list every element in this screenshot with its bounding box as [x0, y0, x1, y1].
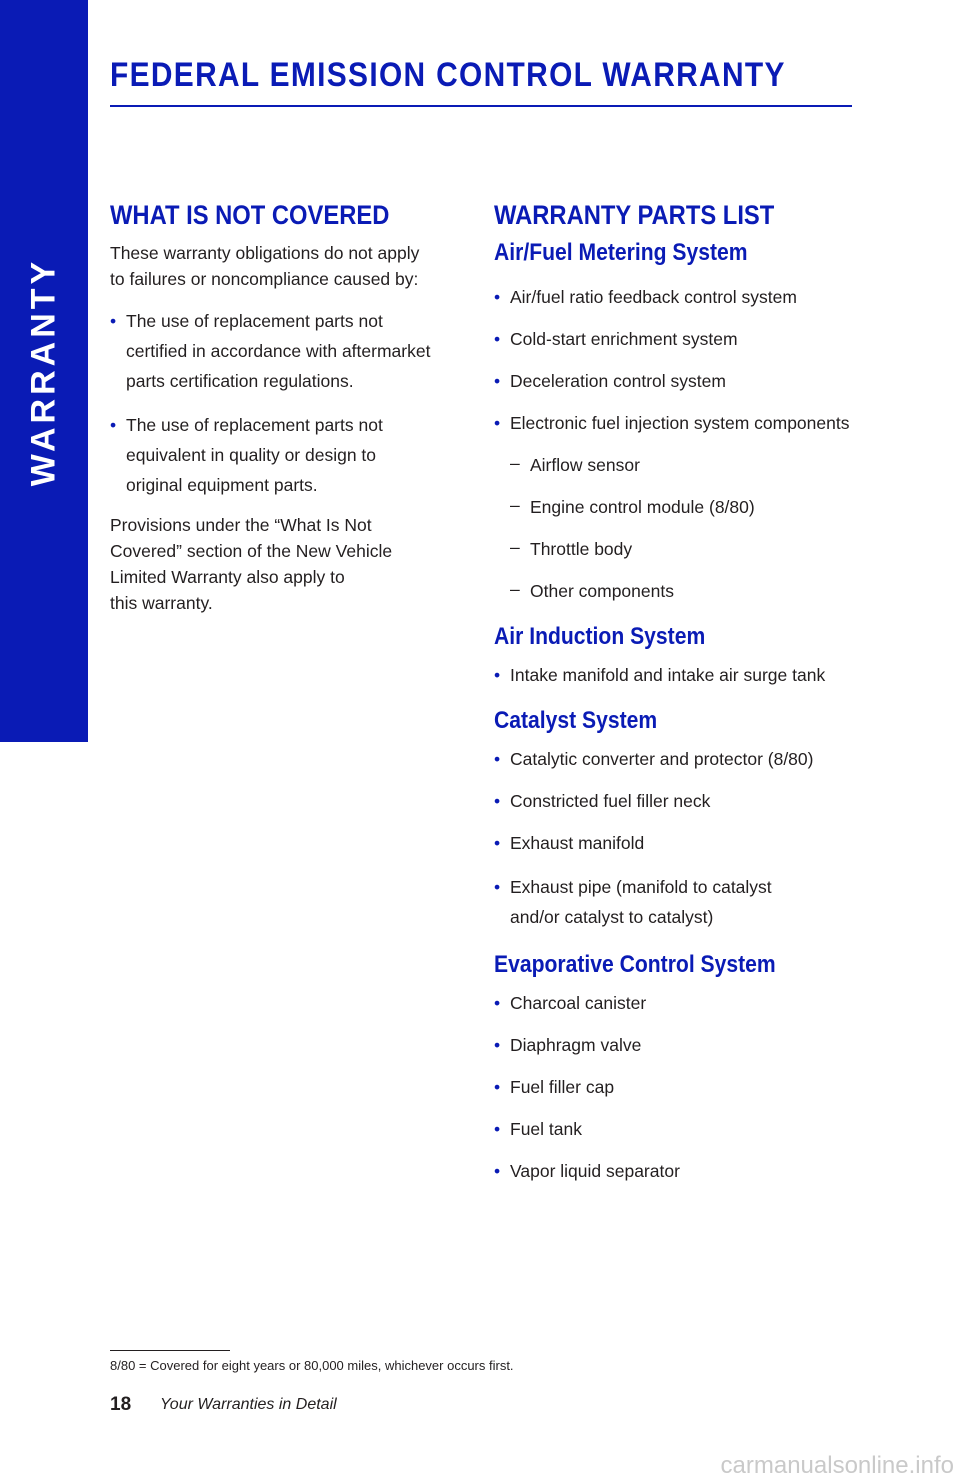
bullet-icon: •	[110, 415, 117, 435]
list-item	[494, 1158, 874, 1184]
intro-line: to failures or noncompliance caused by:	[110, 269, 419, 289]
list-item-line: parts certification regulations.	[126, 371, 354, 391]
parts-list-heading: WARRANTY PARTS LIST	[494, 200, 775, 230]
list-item	[494, 410, 874, 436]
list-item	[494, 830, 874, 856]
intro-line: These warranty obligations do not apply	[110, 243, 420, 263]
list-item-line: Charcoal canister	[510, 993, 647, 1013]
bullet-icon: •	[494, 413, 501, 433]
provisions-line: Covered” section of the New Vehicle	[110, 541, 393, 561]
list-item	[110, 410, 450, 500]
provisions-line: Limited Warranty also apply to	[110, 567, 345, 587]
sub-list-item-text: Airflow sensor	[530, 455, 640, 475]
list-item-line: Diaphragm valve	[510, 1035, 642, 1055]
bullet-icon: •	[494, 791, 501, 811]
bullet-icon: •	[494, 749, 501, 769]
parts-section-evaporative	[494, 950, 874, 1184]
not-covered-intro	[110, 240, 450, 292]
dash-icon: –	[510, 579, 520, 599]
bullet-icon: •	[494, 1077, 501, 1097]
page-number: 18	[110, 1394, 132, 1415]
dash-icon: –	[510, 537, 520, 557]
side-tab	[0, 0, 88, 742]
dash-icon: –	[510, 453, 520, 473]
list-item	[494, 746, 874, 772]
page-title: FEDERAL EMISSION CONTROL WARRANTY	[110, 56, 786, 94]
section-title: Air Induction System	[494, 623, 706, 650]
bullet-icon: •	[494, 371, 501, 391]
watermark: carmanualsonline.info	[720, 1452, 954, 1479]
list-item-line: Fuel tank	[510, 1119, 582, 1139]
parts-list	[494, 284, 874, 436]
section-title: Evaporative Control System	[494, 951, 776, 978]
list-item-line: Vapor liquid separator	[510, 1161, 680, 1181]
sub-list-item-text: Engine control module (8/80)	[530, 497, 755, 517]
parts-list	[494, 990, 874, 1184]
list-item-line: Exhaust pipe (manifold to catalyst	[510, 877, 772, 897]
parts-section-air-induction	[494, 622, 874, 688]
bullet-icon: •	[494, 877, 501, 897]
list-item-line: Electronic fuel injection system components	[510, 413, 850, 433]
list-item-line: Deceleration control system	[510, 371, 726, 391]
side-tab-label: WARRANTY	[24, 257, 63, 487]
not-covered-heading: WHAT IS NOT COVERED	[110, 200, 390, 230]
list-item-line: Constricted fuel filler neck	[510, 791, 711, 811]
bullet-icon: •	[494, 1119, 501, 1139]
list-item	[494, 1074, 874, 1100]
parts-section-catalyst	[494, 706, 874, 932]
not-covered-column	[110, 198, 450, 616]
bullet-icon: •	[494, 833, 501, 853]
list-item	[494, 1032, 874, 1058]
sub-list-item	[510, 494, 874, 520]
list-item-line: The use of replacement parts not	[126, 311, 383, 331]
provisions-line: Provisions under the “What Is Not	[110, 515, 372, 535]
list-item-line: original equipment parts.	[126, 475, 318, 495]
footnote-divider	[110, 1350, 230, 1351]
not-covered-list	[110, 306, 450, 500]
list-item-line: Air/fuel ratio feedback control system	[510, 287, 797, 307]
list-item	[494, 872, 874, 932]
list-item	[494, 326, 874, 352]
sub-list-item	[510, 452, 874, 478]
sub-list-item-text: Throttle body	[530, 539, 633, 559]
parts-list	[494, 662, 874, 688]
list-item-line: certified in accordance with aftermarket	[126, 341, 431, 361]
section-title: Air/Fuel Metering System	[494, 239, 748, 266]
list-item	[494, 788, 874, 814]
sub-list-item	[510, 536, 874, 562]
section-title: Catalyst System	[494, 707, 658, 734]
provisions-note	[110, 512, 450, 616]
sub-list-item-text: Other components	[530, 581, 674, 601]
list-item	[494, 1116, 874, 1142]
list-item	[494, 990, 874, 1016]
list-item-line: Catalytic converter and protector (8/80)	[510, 749, 814, 769]
list-item	[494, 368, 874, 394]
bullet-icon: •	[494, 287, 501, 307]
bullet-icon: •	[494, 1161, 501, 1181]
bullet-icon: •	[494, 665, 501, 685]
list-item-line: Exhaust manifold	[510, 833, 645, 853]
title-divider	[110, 105, 852, 107]
list-item-line: The use of replacement parts not	[126, 415, 383, 435]
list-item-line: Cold-start enrichment system	[510, 329, 738, 349]
parts-list-column	[494, 198, 874, 1184]
list-item	[110, 306, 450, 396]
sub-parts-list	[494, 452, 874, 604]
list-item-line: Intake manifold and intake air surge tank	[510, 665, 826, 685]
bullet-icon: •	[494, 1035, 501, 1055]
bullet-icon: •	[110, 311, 117, 331]
parts-list	[494, 746, 874, 932]
list-item-line: and/or catalyst to catalyst)	[510, 907, 714, 927]
list-item-line: equivalent in quality or design to	[126, 445, 377, 465]
list-item	[494, 662, 874, 688]
footnote: 8/80 = Covered for eight years or 80,000 miles, whichever occurs first.	[110, 1358, 514, 1373]
bullet-icon: •	[494, 329, 501, 349]
bullet-icon: •	[494, 993, 501, 1013]
dash-icon: –	[510, 495, 520, 515]
list-item	[494, 284, 874, 310]
provisions-line: this warranty.	[110, 593, 213, 613]
parts-section-air-fuel	[494, 238, 874, 604]
sub-list-item	[510, 578, 874, 604]
list-item-line: Fuel filler cap	[510, 1077, 615, 1097]
footer-section-title: Your Warranties in Detail	[160, 1396, 337, 1413]
